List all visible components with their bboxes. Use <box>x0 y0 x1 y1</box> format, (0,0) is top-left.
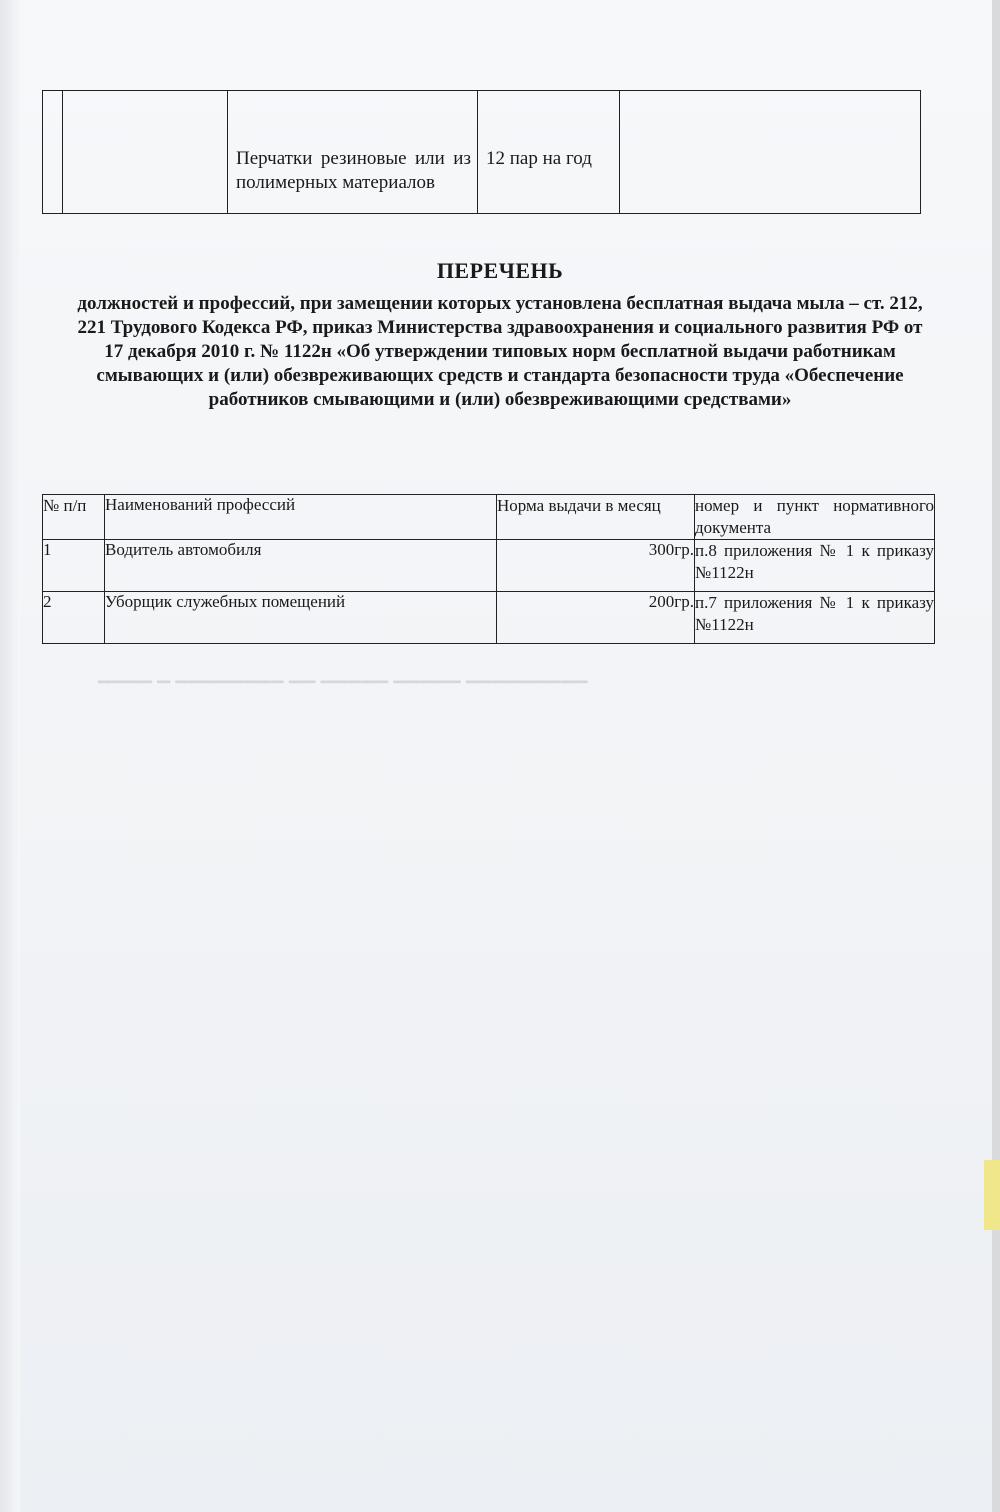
scan-right-edge <box>992 0 1000 1512</box>
table-row <box>43 91 921 214</box>
page-subtitle: должностей и профессий, при замещении которых установлена бесплатная выдача мыла – ст. 212, 221 Трудового Кодекса РФ, приказ Министерства здравоохранения и социального развития РФ от 17 декабря 2010 г. № 1122н «Об утверждении типовых норм бесплатной выдачи работникам смывающих и (или) обезвреживающих средств и стандарта безопасности труда «Обеспечение работников смывающими и (или) обезвреживающими средствами» <box>77 293 923 410</box>
table-cell <box>228 91 478 214</box>
row-name: Уборщик служебных помещений <box>105 592 497 644</box>
row-num: 2 <box>43 592 105 644</box>
row-norm: 300гр. <box>497 540 695 592</box>
table-cell <box>43 91 63 214</box>
table-row <box>43 592 935 644</box>
bleed-through-text: ​ ▁▁▁▁ ▁ ▁▁▁▁▁▁▁▁ ▁▁ ▁▁▁▁▁ ▁▁▁▁▁ ▁▁▁▁▁▁▁▁▁ <box>60 664 589 683</box>
table-cell <box>620 91 921 214</box>
header-num: № п/п <box>43 495 105 540</box>
row-doc: п.7 приложения № 1 к приказу №1122н <box>695 592 935 644</box>
header-norm: Норма выдачи в месяц <box>497 495 695 540</box>
table-row <box>43 540 935 592</box>
header-doc: номер и пункт нормативного документа <box>695 495 935 540</box>
top-table <box>42 90 921 214</box>
row-norm: 200гр. <box>497 592 695 644</box>
sticky-tab <box>984 1160 1000 1230</box>
header-name: Наименований профессий <box>105 495 497 540</box>
row-name: Водитель автомобиля <box>105 540 497 592</box>
scan-left-shadow <box>0 0 20 1512</box>
item-name: Перчатки резиновые или из полимерных материалов <box>236 148 471 193</box>
table-cell <box>63 91 228 214</box>
item-norm: 12 пар на год <box>486 148 592 169</box>
row-num: 1 <box>43 540 105 592</box>
professions-table <box>42 494 935 644</box>
table-cell <box>478 91 620 214</box>
page-title: ПЕРЕЧЕНЬ <box>436 258 564 283</box>
row-doc: п.8 приложения № 1 к приказу №1122н <box>695 540 935 592</box>
table-header-row <box>43 495 935 540</box>
